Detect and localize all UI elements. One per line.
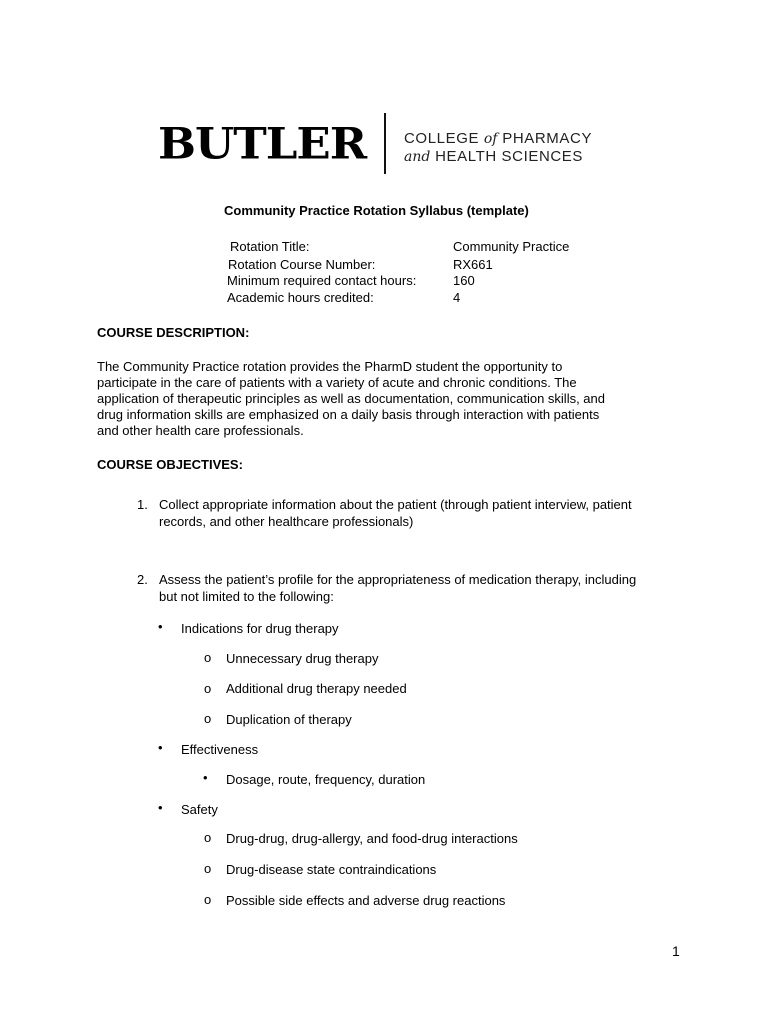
logo-wordmark: BUTLER <box>158 118 367 169</box>
circle-bullet-icon: o <box>204 650 212 665</box>
bullet-icon: • <box>203 770 208 785</box>
sub-bullet-item: Additional drug therapy needed <box>226 681 407 696</box>
sub-bullet-item: Dosage, route, frequency, duration <box>226 772 426 787</box>
sub-bullet-item: Possible side effects and adverse drug reactions <box>226 893 506 908</box>
logo-divider <box>384 113 386 174</box>
sub-bullet-item: Unnecessary drug therapy <box>226 651 379 666</box>
paragraph-line: participate in the care of patients with a variety of acute and chronic conditions. The <box>97 375 577 390</box>
paragraph-line: The Community Practice rotation provides the PharmD student the opportunity to <box>97 359 563 374</box>
list-number: 2. <box>137 572 148 587</box>
circle-bullet-icon: o <box>204 711 212 726</box>
document-title: Community Practice Rotation Syllabus (template) <box>224 203 529 218</box>
sub-bullet-item: Drug-drug, drug-allergy, and food-drug interactions <box>226 831 518 846</box>
bullet-icon: • <box>158 740 163 755</box>
circle-bullet-icon: o <box>204 681 212 696</box>
paragraph-line: drug information skills are emphasized on a daily basis through interaction with patients <box>97 407 600 422</box>
info-label: Rotation Title: <box>230 239 310 254</box>
course-description-heading: COURSE DESCRIPTION: <box>97 325 250 340</box>
objective-line: Collect appropriate information about the patient (through patient interview, patient <box>159 497 632 512</box>
bullet-item: Effectiveness <box>181 742 259 757</box>
paragraph-line: application of therapeutic principles as well as documentation, communication skills, and <box>97 391 605 406</box>
list-number: 1. <box>137 497 148 512</box>
circle-bullet-icon: o <box>204 861 212 876</box>
bullet-item: Indications for drug therapy <box>181 621 339 636</box>
bullet-item: Safety <box>181 802 218 817</box>
info-label: Minimum required contact hours: <box>227 273 417 288</box>
paragraph-line: and other health care professionals. <box>97 423 304 438</box>
objective-line: but not limited to the following: <box>159 589 334 604</box>
sub-bullet-item: Drug-disease state contraindications <box>226 862 437 877</box>
course-objectives-heading: COURSE OBJECTIVES: <box>97 457 243 472</box>
info-label: Academic hours credited: <box>227 290 374 305</box>
circle-bullet-icon: o <box>204 830 212 845</box>
info-value: Community Practice <box>453 239 570 254</box>
bullet-icon: • <box>158 619 163 634</box>
info-value: 160 <box>453 273 475 288</box>
logo-college-name: COLLEGE of PHARMACY and HEALTH SCIENCES <box>404 130 593 165</box>
sub-bullet-item: Duplication of therapy <box>226 712 352 727</box>
info-value: RX661 <box>453 257 493 272</box>
bullet-icon: • <box>158 800 163 815</box>
info-label: Rotation Course Number: <box>228 257 376 272</box>
circle-bullet-icon: o <box>204 892 212 907</box>
page-number: 1 <box>672 943 680 959</box>
info-value: 4 <box>453 290 461 305</box>
objective-line: Assess the patient’s profile for the appropriateness of medication therapy, including <box>159 572 637 587</box>
objective-line: records, and other healthcare professionals) <box>159 514 414 529</box>
